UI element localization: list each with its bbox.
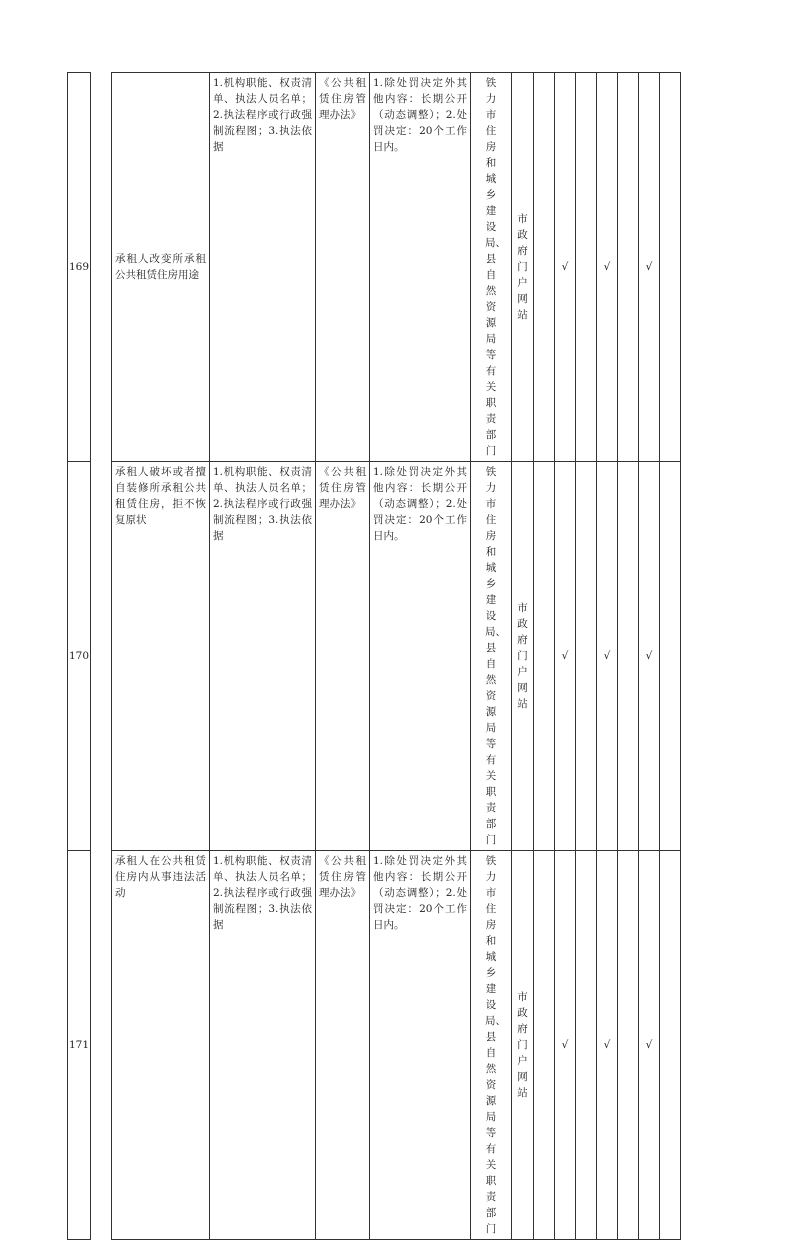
legal-basis: 《公共租赁住房管理办法》 — [319, 77, 366, 121]
legal-basis: 《公共租赁住房管理办法》 — [319, 466, 366, 510]
check-cell — [534, 462, 555, 851]
item-name: 承租人破坏或者擅自装修所承租公共租赁住房，拒不恢复原状 — [115, 466, 206, 526]
check-cell: √ — [639, 851, 660, 1240]
disclosure-channel: 市政府门户网站 — [517, 213, 528, 321]
department-cell — [471, 73, 512, 462]
check-cell: √ — [597, 851, 618, 1240]
disclosure-timing: 1.除处罚决定外其他内容：长期公开（动态调整）；2.处罚决定：20个工作日内。 — [373, 77, 467, 153]
check-cell — [576, 462, 597, 851]
check-cell: √ — [639, 462, 660, 851]
disclosure-timing: 1.除处罚决定外其他内容：长期公开（动态调整）；2.处罚决定：20个工作日内。 — [373, 466, 467, 542]
legal-basis-cell — [316, 73, 370, 462]
item-name: 承租人在公共租赁住房内从事违法活动 — [115, 855, 206, 899]
disclosure-basis: 1.机构职能、权责清单、执法人员名单；2.执法程序或行政强制流程图；3.执法依据 — [213, 466, 312, 542]
item-name: 承租人改变所承租公共租赁住房用途 — [115, 253, 206, 281]
check-cell — [534, 73, 555, 462]
legal-basis-cell — [316, 851, 370, 1240]
legal-basis-cell — [316, 462, 370, 851]
disclosure-channel: 市政府门户网站 — [517, 991, 528, 1099]
check-cell — [618, 73, 639, 462]
department: 铁力市住房和城乡建设局、县自然资源局等有关职责部门 — [485, 855, 506, 1235]
row-number: 171 — [68, 851, 91, 1240]
check-cell — [576, 73, 597, 462]
spacer-cell — [91, 851, 112, 1240]
spacer-cell — [91, 73, 112, 462]
table-row — [68, 462, 681, 851]
item-name-cell — [112, 462, 210, 851]
channel-cell — [512, 462, 534, 851]
check-cell — [660, 73, 681, 462]
check-cell — [660, 851, 681, 1240]
disclosure-basis-cell — [210, 851, 316, 1240]
check-cell: √ — [555, 462, 576, 851]
channel-cell — [512, 851, 534, 1240]
disclosure-table — [67, 72, 681, 1240]
disclosure-timing-cell — [370, 462, 471, 851]
department-cell — [471, 851, 512, 1240]
disclosure-timing: 1.除处罚决定外其他内容：长期公开（动态调整）；2.处罚决定：20个工作日内。 — [373, 855, 467, 931]
disclosure-basis-cell — [210, 462, 316, 851]
channel-cell — [512, 73, 534, 462]
check-cell: √ — [639, 73, 660, 462]
check-cell: √ — [597, 462, 618, 851]
item-name-cell — [112, 851, 210, 1240]
department: 铁力市住房和城乡建设局、县自然资源局等有关职责部门 — [485, 466, 506, 846]
check-cell — [618, 851, 639, 1240]
disclosure-channel: 市政府门户网站 — [517, 602, 528, 710]
check-cell — [618, 462, 639, 851]
disclosure-basis: 1.机构职能、权责清单、执法人员名单；2.执法程序或行政强制流程图；3.执法依据 — [213, 855, 312, 931]
department-cell — [471, 462, 512, 851]
legal-basis: 《公共租赁住房管理办法》 — [319, 855, 366, 899]
row-number: 170 — [68, 462, 91, 851]
check-cell: √ — [555, 73, 576, 462]
check-cell — [534, 851, 555, 1240]
item-name-cell — [112, 73, 210, 462]
spacer-cell — [91, 462, 112, 851]
disclosure-basis-cell — [210, 73, 316, 462]
row-number: 169 — [68, 73, 91, 462]
disclosure-timing-cell — [370, 851, 471, 1240]
disclosure-timing-cell — [370, 73, 471, 462]
check-cell — [660, 462, 681, 851]
disclosure-basis: 1.机构职能、权责清单、执法人员名单；2.执法程序或行政强制流程图；3.执法依据 — [213, 77, 312, 153]
check-cell — [576, 851, 597, 1240]
check-cell: √ — [597, 73, 618, 462]
table-row — [68, 73, 681, 462]
check-cell: √ — [555, 851, 576, 1240]
department: 铁力市住房和城乡建设局、县自然资源局等有关职责部门 — [485, 77, 506, 457]
table-row — [68, 851, 681, 1240]
